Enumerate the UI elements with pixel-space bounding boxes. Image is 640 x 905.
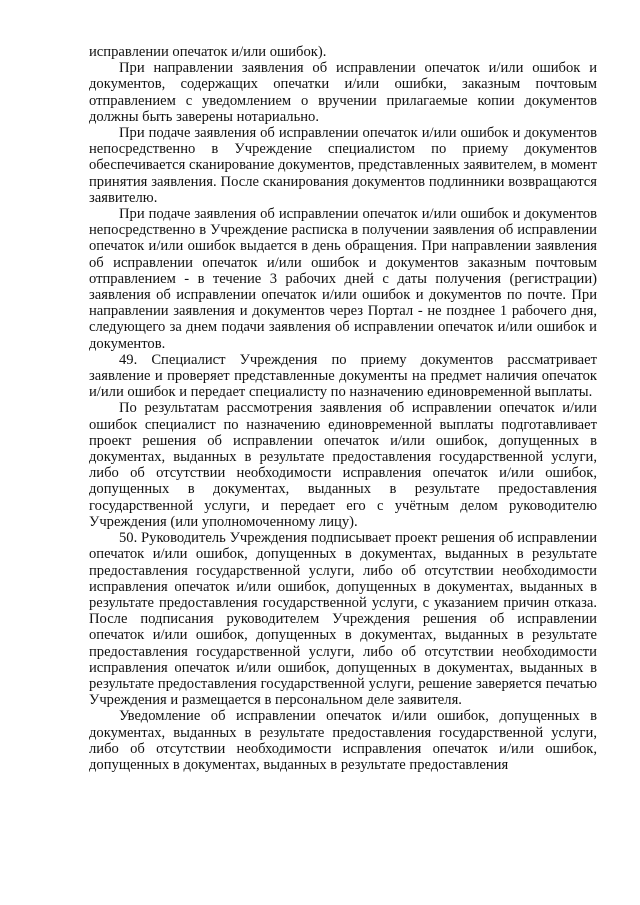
paragraph-receipt: При подаче заявления об исправлении опечаток и/или ошибок и документов непосредственно в Учреждение расписка в получении заявления об исправлении опечаток и/или ошибок выдается в день обращения. При направлении заявления об исправлении опечаток и/или ошибок и документов заказным почтовым отправлением - в течение 3 рабочих дней с даты получения (регистрации) заявления об исправлении опечаток и/или ошибок и документов по почте. При направлении заявления и документов через Портал - не позднее 1 рабочего дня, следующего за днем подачи заявления об исправлении опечаток и/или ошибок и документов. xyxy=(89,206,597,352)
paragraph-item-50: 50. Руководитель Учреждения подписывает проект решения об исправлении опечаток и/или ошибок, допущенных в документах, выданных в результате предоставления государственной услуги, либо об отсутствии необходимости исправления опечаток и/или ошибок, допущенных в документах, выданных в результате предоставления государственной услуги, с указанием причин отказа. После подписания руководителем Учреждения решения об исправлении опечаток и/или ошибок, допущенных в документах, выданных в результате предоставления государственной услуги, либо об отсутствии необходимости исправления опечаток и/или ошибок, допущенных в документах, выданных в результате предоставления государственной услуги, решение заверяется печатью Учреждения и размещается в персональном деле заявителя. xyxy=(89,530,597,709)
paragraph-review-results: По результатам рассмотрения заявления об исправлении опечаток и/или ошибок специалист по назначению единовременной выплаты подготавливает проект решения об исправлении опечаток и/или ошибок, допущенных в документах, выданных в результате предоставления государственной услуги, либо об отсутствии необходимости исправления опечаток и/или ошибок, допущенных в документах, выданных в результате предоставления государственной услуги, и передает его с учётным делом руководителю Учреждения (или уполномоченному лицу). xyxy=(89,400,597,530)
document-page xyxy=(89,44,597,773)
paragraph-continuation: исправлении опечаток и/или ошибок). xyxy=(89,44,327,60)
paragraph-scanning: При подаче заявления об исправлении опечаток и/или ошибок и документов непосредственно в Учреждение специалистом по приему документов обеспечивается сканирование документов, представленных заявителем, в момент принятия заявления. После сканирования документов подлинники возвращаются заявителю. xyxy=(89,125,597,206)
paragraph-item-49: 49. Специалист Учреждения по приему документов рассматривает заявление и проверяет представленные документы на предмет наличия опечаток и/или ошибок и передает специалисту по назначению единовременной выплаты. xyxy=(89,351,597,401)
paragraph-notification: Уведомление об исправлении опечаток и/или ошибок, допущенных в документах, выданных в результате предоставления государственной услуги, либо об отсутствии необходимости исправления опечаток и/или ошибок, допущенных в документах, выданных в результате предоставления xyxy=(89,708,597,773)
paragraph-postal-copies: При направлении заявления об исправлении опечаток и/или ошибок и документов, содержащих опечатки и/или ошибки, заказным почтовым отправлением с уведомлением о вручении прилагаемые копии документов должны быть заверены нотариально. xyxy=(89,60,597,125)
